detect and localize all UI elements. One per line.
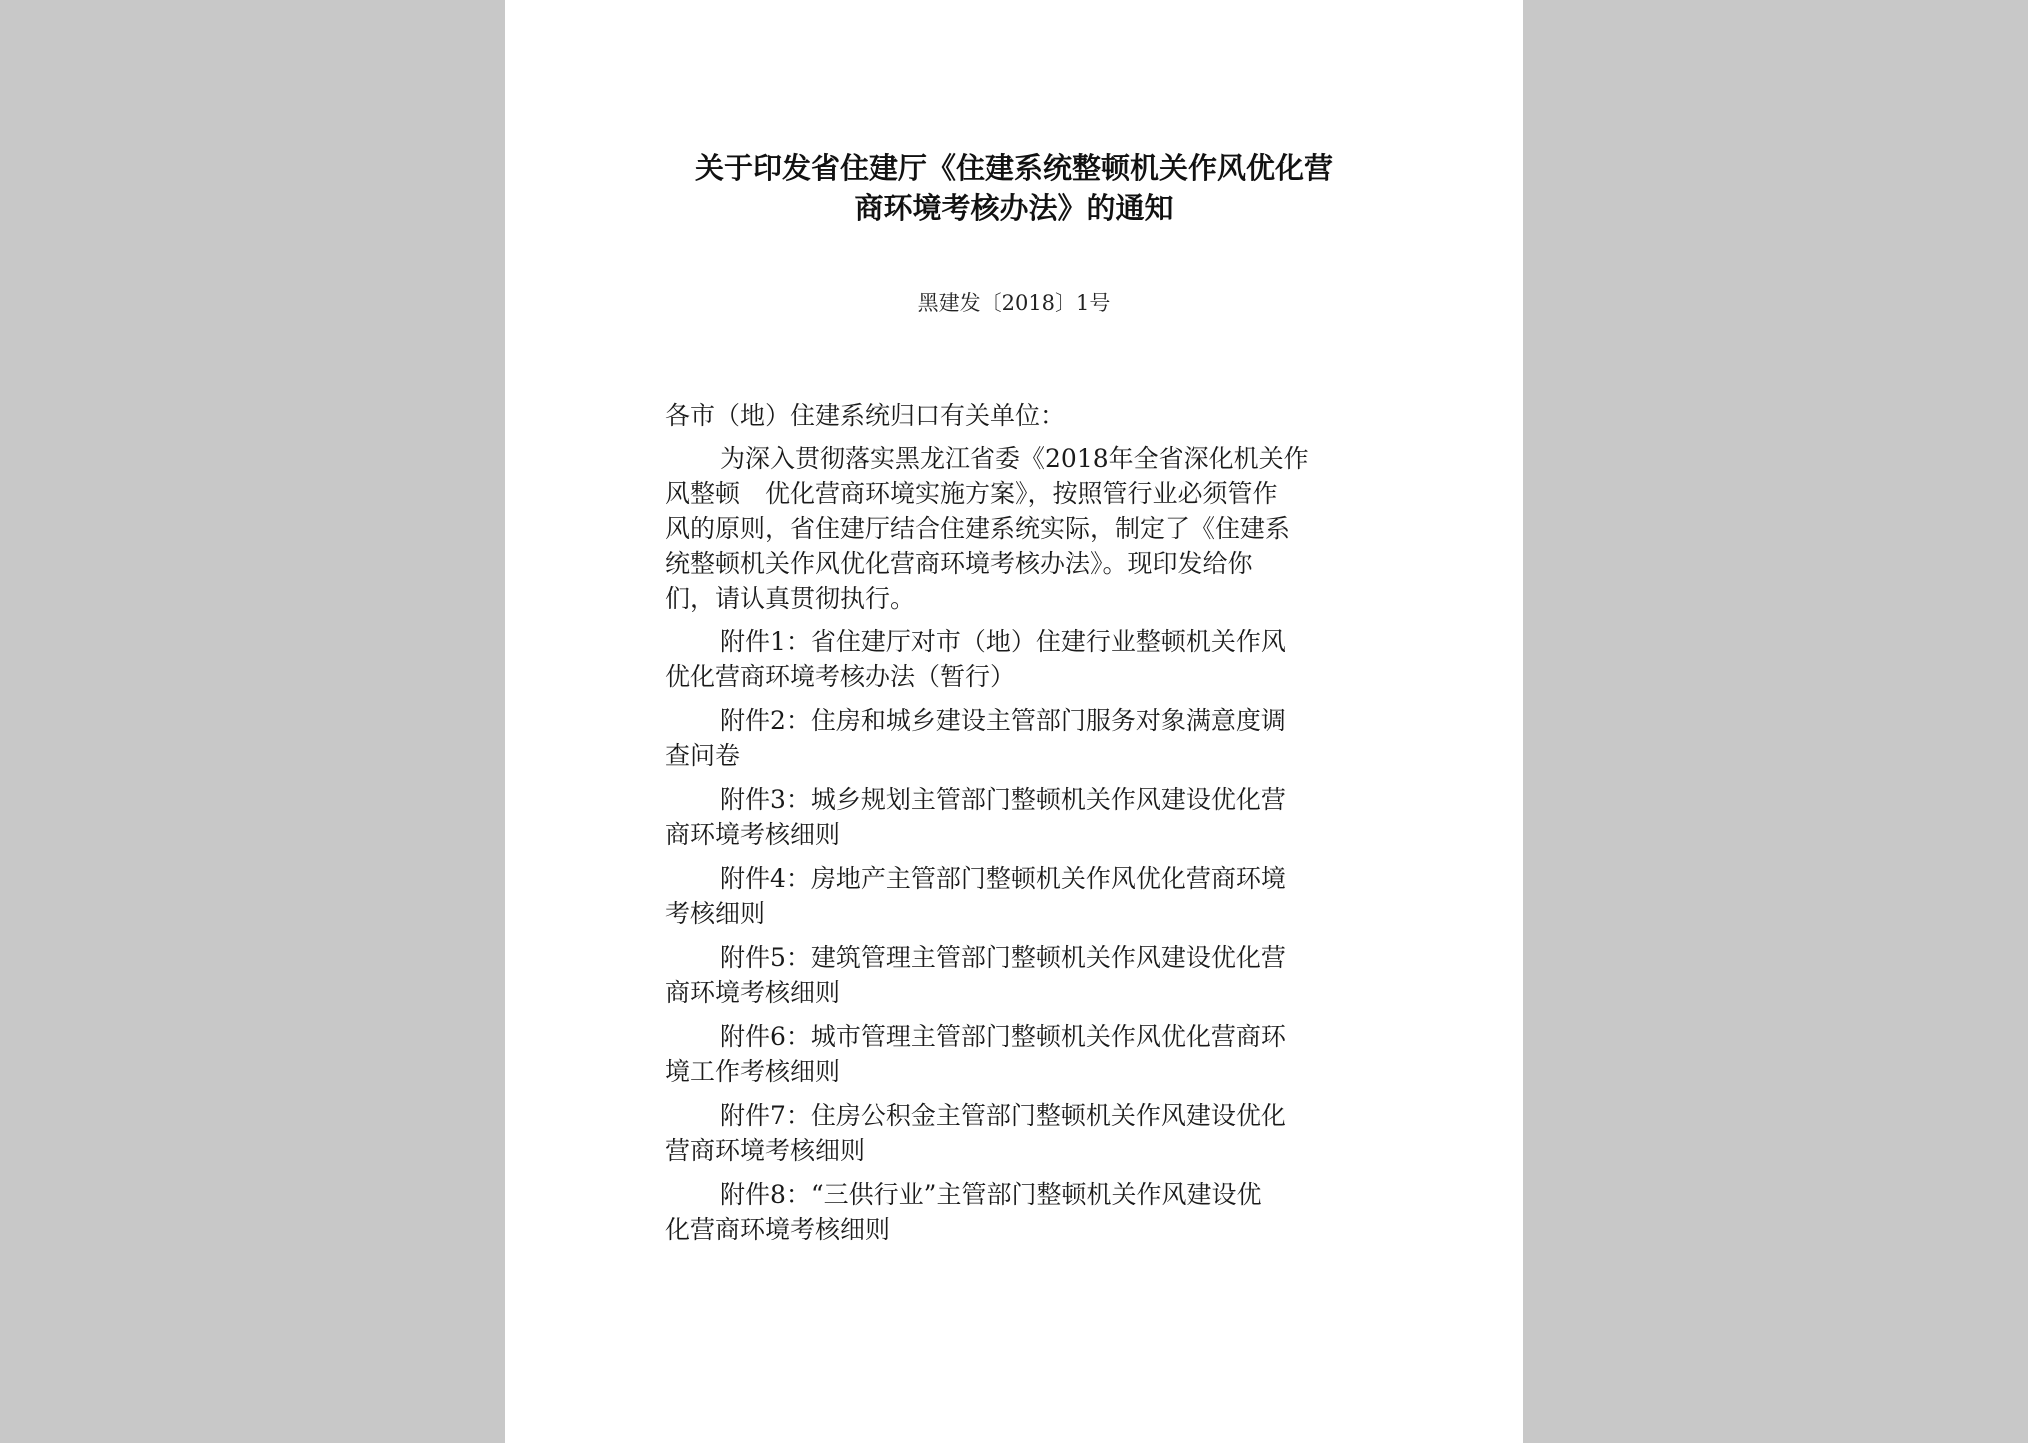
intro-line: 们，请认真贯彻执行。	[665, 584, 916, 613]
attachment-line: 附件6：城市管理主管部门整顿机关作风优化营商环	[720, 1022, 1286, 1051]
intro-line: 统整顿机关作风优化营商环境考核办法》。现印发给你	[665, 549, 1253, 578]
attachment-item	[665, 1098, 1357, 1168]
title-line-1: 关于印发省住建厅《住建系统整顿机关作风优化营	[694, 151, 1333, 185]
attachment-line: 商环境考核细则	[665, 978, 841, 1007]
attachment-line: 考核细则	[665, 899, 766, 928]
attachment-line: 附件7：住房公积金主管部门整顿机关作风建设优化	[720, 1101, 1286, 1130]
attachment-line: 查问卷	[665, 741, 741, 770]
attachment-item	[665, 782, 1357, 852]
attachment-line: 化营商环境考核细则	[665, 1215, 891, 1244]
attachment-line: 附件2：住房和城乡建设主管部门服务对象满意度调	[720, 706, 1286, 735]
attachment-item	[665, 1019, 1357, 1089]
attachment-line: 附件4：房地产主管部门整顿机关作风优化营商环境	[720, 864, 1286, 893]
document-number: 黑建发〔2018〕1号	[917, 291, 1111, 315]
attachment-item	[665, 861, 1357, 931]
salutation: 各市（地）住建系统归口有关单位：	[665, 401, 1066, 430]
attachment-line: 境工作考核细则	[665, 1057, 841, 1086]
attachment-item	[665, 1177, 1357, 1247]
attachment-item	[665, 940, 1357, 1010]
intro-line: 风整顿 优化营商环境实施方案》，按照管行业必须管作	[665, 479, 1278, 508]
attachment-line: 营商环境考核细则	[665, 1136, 866, 1165]
attachment-item	[665, 624, 1357, 694]
attachment-line: 附件3：城乡规划主管部门整顿机关作风建设优化营	[720, 785, 1286, 814]
attachment-line: 附件8：“三供行业”主管部门整顿机关作风建设优	[720, 1180, 1262, 1209]
intro-line: 风的原则，省住建厅结合住建系统实际，制定了《住建系	[665, 514, 1291, 543]
attachment-line: 附件1：省住建厅对市（地）住建行业整顿机关作风	[720, 627, 1286, 656]
document-title	[505, 148, 1523, 228]
intro-line: 为深入贯彻落实黑龙江省委《2018年全省深化机关作	[720, 444, 1309, 473]
document-body	[665, 398, 1357, 1256]
attachment-line: 附件5：建筑管理主管部门整顿机关作风建设优化营	[720, 943, 1286, 972]
attachment-line: 商环境考核细则	[665, 820, 841, 849]
document-page	[505, 0, 1523, 1443]
attachment-item	[665, 703, 1357, 773]
attachment-list	[665, 624, 1357, 1247]
intro-paragraph	[665, 441, 1357, 616]
attachment-line: 优化营商环境考核办法（暂行）	[665, 662, 1016, 691]
title-line-2: 商环境考核办法》的通知	[854, 191, 1174, 225]
